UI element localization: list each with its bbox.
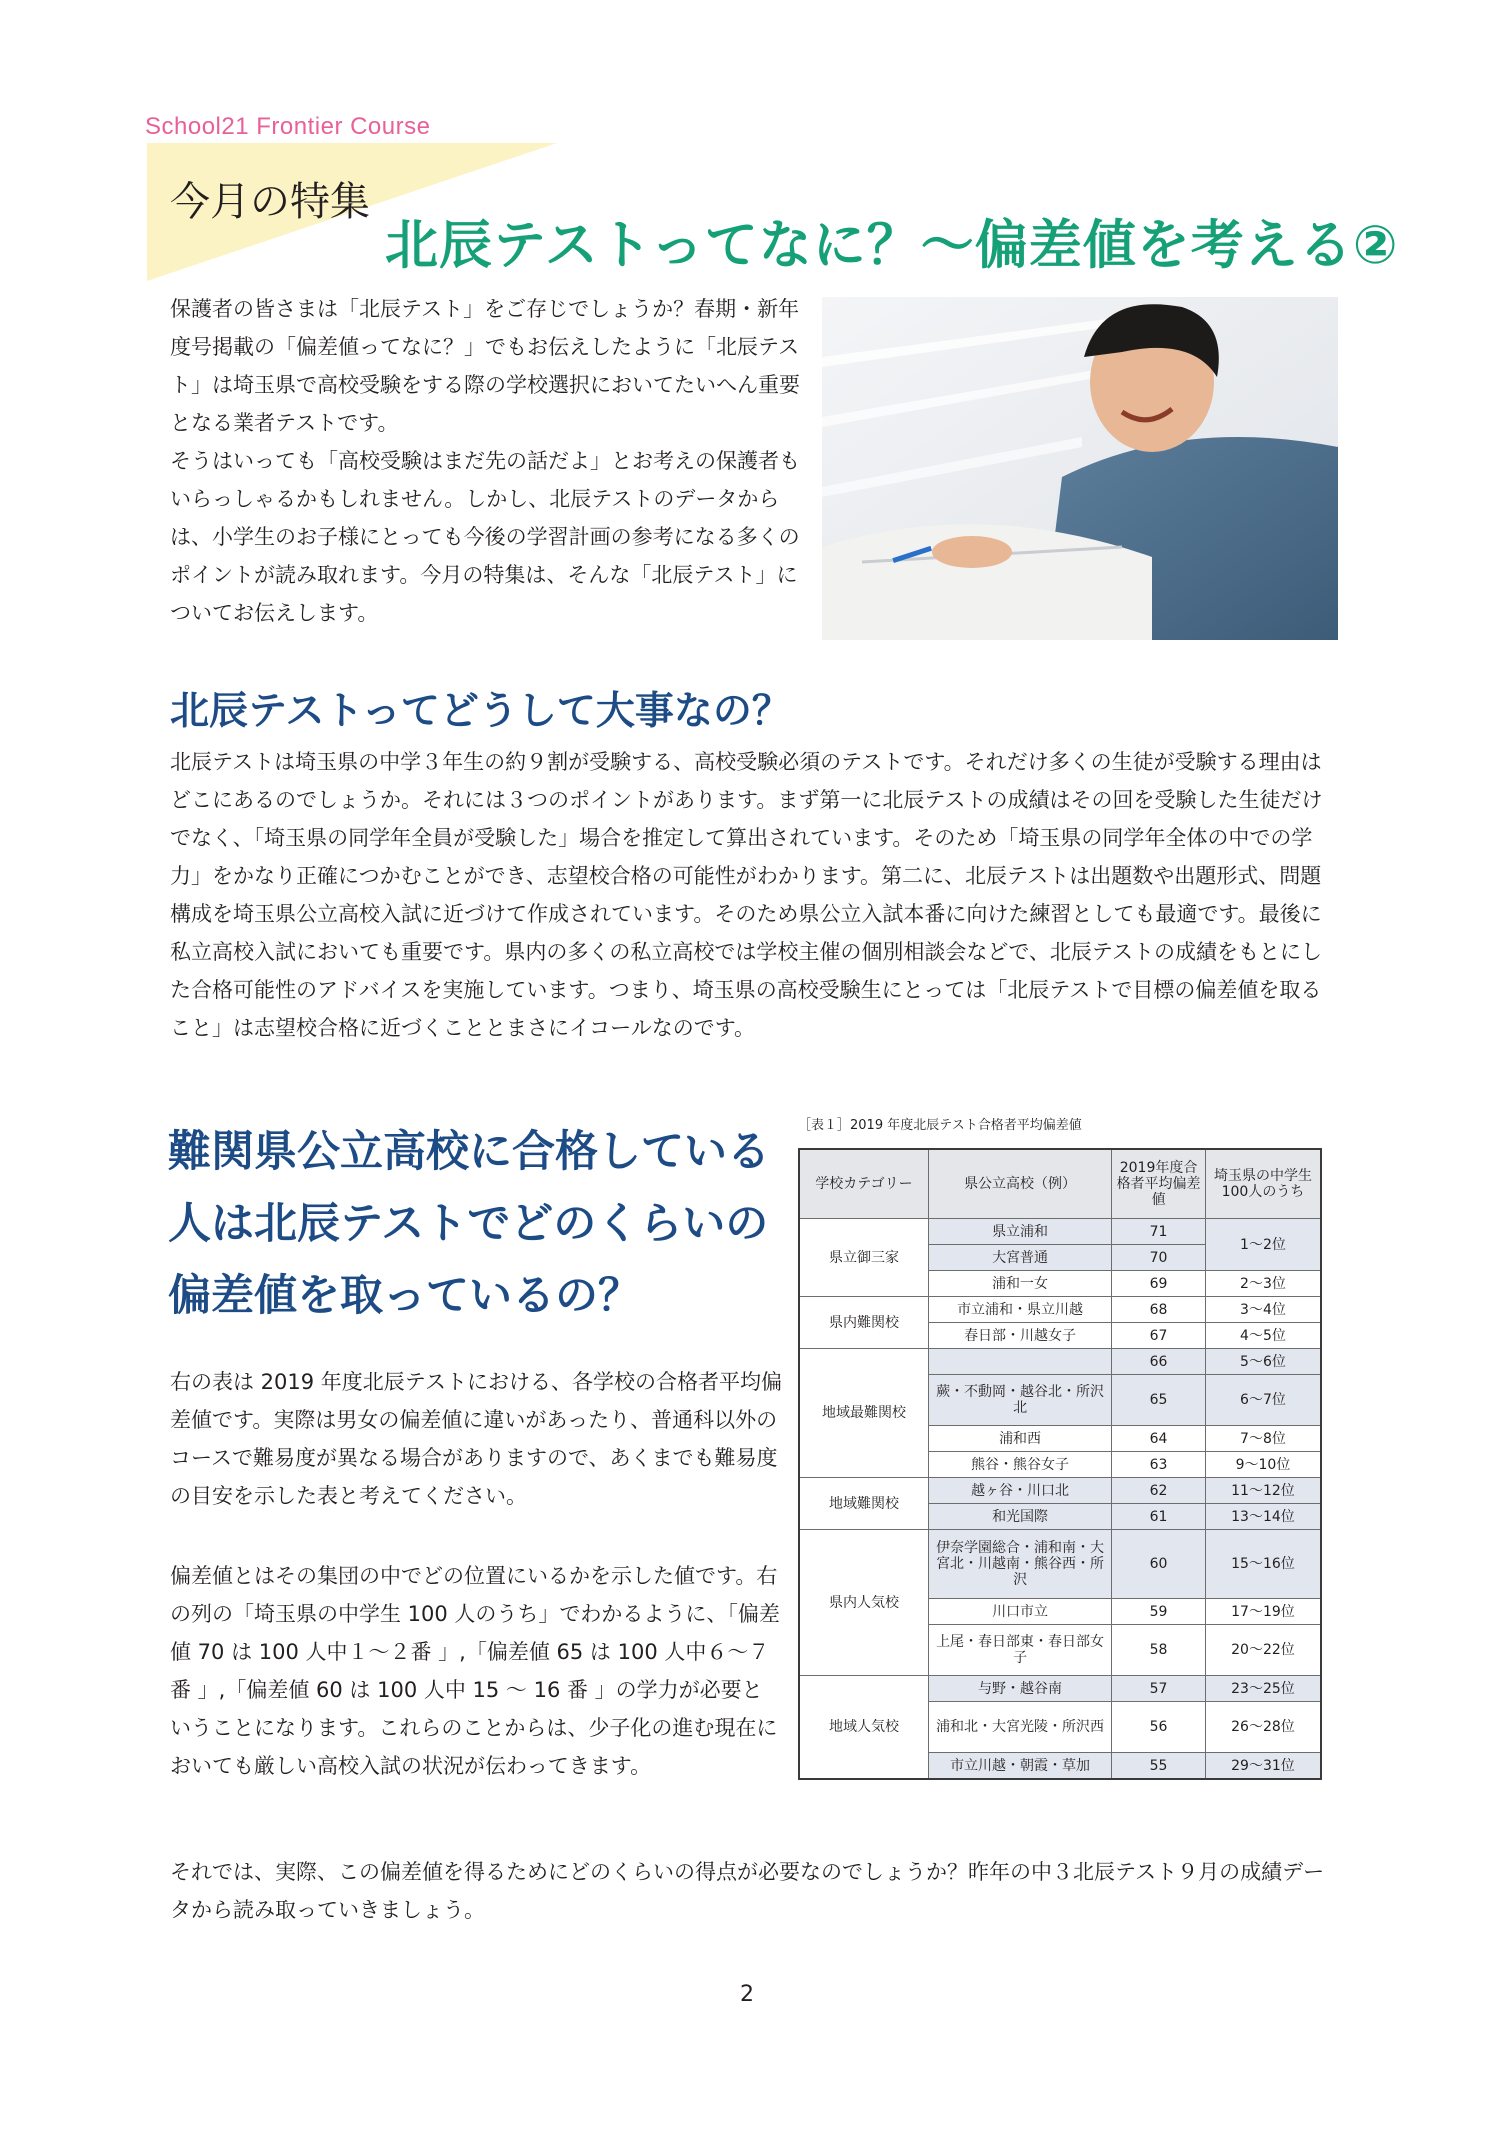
table-header-cell: 学校カテゴリー [799, 1149, 928, 1219]
section2-paragraph-2 [170, 1557, 782, 1785]
score-cell: 69 [1112, 1271, 1206, 1297]
rank-cell: 7～8位 [1205, 1426, 1321, 1452]
table-row [799, 1478, 1321, 1504]
rank-cell: 1～2位 [1205, 1219, 1321, 1271]
school-cell: 浦和一女 [928, 1271, 1111, 1297]
score-cell: 64 [1112, 1426, 1206, 1452]
school-cell: 大宮普通 [928, 1245, 1111, 1271]
school-cell: 上尾・春日部東・春日部女子 [928, 1625, 1111, 1676]
school-cell: 春日部・川越女子 [928, 1323, 1111, 1349]
school-cell: 川口市立 [928, 1599, 1111, 1625]
score-cell: 66 [1112, 1349, 1206, 1375]
page-title: 北辰テストってなに？～偏差値を考える② [385, 215, 1399, 276]
school-cell: 与野・越谷南 [928, 1676, 1111, 1702]
rank-cell: 5～6位 [1205, 1349, 1321, 1375]
table-header-cell: 県公立高校（例） [928, 1149, 1111, 1219]
table-header-cell: 埼玉県の中学生100人のうち [1205, 1149, 1321, 1219]
category-cell: 県立御三家 [799, 1219, 928, 1297]
intro-text [170, 290, 810, 632]
rank-cell: 29～31位 [1205, 1753, 1321, 1780]
deviation-table [798, 1148, 1322, 1780]
page-number: 2 [740, 1982, 754, 2007]
school-cell: 蕨・不動岡・越谷北・所沢北 [928, 1375, 1111, 1426]
score-cell: 70 [1112, 1245, 1206, 1271]
score-cell: 71 [1112, 1219, 1206, 1245]
table-header-cell: 2019年度合格者平均偏差値 [1112, 1149, 1206, 1219]
school-cell: 和光国際 [928, 1504, 1111, 1530]
intro-paragraph: そうはいっても「高校受験はまだ先の話だよ」とお考えの保護者もいらっしゃるかもしれません。しかし、北辰テストのデータからは、小学生のお子様にとっても今後の学習計画の参考になる多くのポイントが読み取れます。今月の特集は、そんな「北辰テスト」についてお伝えします。 [170, 449, 800, 625]
score-cell: 57 [1112, 1676, 1206, 1702]
score-cell: 68 [1112, 1297, 1206, 1323]
rank-cell: 23～25位 [1205, 1676, 1321, 1702]
rank-cell: 13～14位 [1205, 1504, 1321, 1530]
school-cell: 浦和北・大宮光陵・所沢西 [928, 1702, 1111, 1753]
category-cell: 県内難関校 [799, 1297, 928, 1349]
school-cell: 県立浦和 [928, 1219, 1111, 1245]
table-row [799, 1219, 1321, 1245]
school-cell: 熊谷・熊谷女子 [928, 1452, 1111, 1478]
student-illustration [822, 297, 1338, 640]
rank-cell: 26～28位 [1205, 1702, 1321, 1753]
rank-cell: 15～16位 [1205, 1530, 1321, 1599]
rank-cell: 20～22位 [1205, 1625, 1321, 1676]
section1-body [170, 743, 1342, 1047]
category-cell: 地域人気校 [799, 1676, 928, 1780]
rank-cell: 9～10位 [1205, 1452, 1321, 1478]
school-cell [928, 1349, 1111, 1375]
score-cell: 61 [1112, 1504, 1206, 1530]
score-cell: 65 [1112, 1375, 1206, 1426]
score-cell: 67 [1112, 1323, 1206, 1349]
rank-cell: 11～12位 [1205, 1478, 1321, 1504]
table-header-row [799, 1149, 1321, 1219]
table-row [799, 1530, 1321, 1599]
school-cell: 伊奈学園総合・浦和南・大宮北・川越南・熊谷西・所沢 [928, 1530, 1111, 1599]
score-cell: 60 [1112, 1530, 1206, 1599]
rank-cell: 3～4位 [1205, 1297, 1321, 1323]
school-cell: 市立浦和・県立川越 [928, 1297, 1111, 1323]
brand-label: School21 Frontier Course [145, 113, 431, 140]
rank-cell: 17～19位 [1205, 1599, 1321, 1625]
section1-heading: 北辰テストってどうして大事なの？ [170, 689, 791, 734]
intro-paragraph: 保護者の皆さまは「北辰テスト」をご存じでしょうか？春期・新年度号掲載の「偏差値ってなに？」でもお伝えしたように「北辰テスト」は埼玉県で高校受験をする際の学校選択においてたいへん重要となる業者テストです。 [170, 297, 800, 435]
category-cell: 地域最難関校 [799, 1349, 928, 1478]
score-cell: 55 [1112, 1753, 1206, 1780]
section2-paragraph-1 [170, 1363, 782, 1515]
section2-paragraph: 偏差値とはその集団の中でどの位置にいるかを示した値です。右の列の「埼玉県の中学生 100 人のうち」でわかるように、「偏差値 70 は 100 人中１～２番 」,「偏差値 65 は 100 人中６～７番 」,「偏差値 60 は 100 人中 15 ～ 16 番 」の学力が必要ということになります。これらのことからは、少子化の進む現在においても厳しい高校入試の状況が伝わってきます。 [170, 1564, 780, 1778]
rank-cell: 2～3位 [1205, 1271, 1321, 1297]
section2-heading: 難関県公立高校に合格している人は北辰テストでどのくらいの偏差値を取っているの？ [168, 1127, 770, 1321]
school-cell: 越ヶ谷・川口北 [928, 1478, 1111, 1504]
feature-kicker: 今月の特集 [170, 179, 370, 225]
student-photo [822, 297, 1338, 640]
table-caption: ［表１］2019 年度北辰テスト合格者平均偏差値 [798, 1118, 1082, 1133]
category-cell: 県内人気校 [799, 1530, 928, 1676]
table-row [799, 1349, 1321, 1375]
score-cell: 56 [1112, 1702, 1206, 1753]
school-cell: 浦和西 [928, 1426, 1111, 1452]
score-cell: 59 [1112, 1599, 1206, 1625]
school-cell: 市立川越・朝霞・草加 [928, 1753, 1111, 1780]
table-row [799, 1297, 1321, 1323]
section1-paragraph: 北辰テストは埼玉県の中学３年生の約９割が受験する、高校受験必須のテストです。それだけ多くの生徒が受験する理由はどこにあるのでしょうか。それには３つのポイントがあります。まず第一に北辰テストの成績はその回を受験した生徒だけでなく、「埼玉県の同学年全員が受験した」場合を推定して算出されています。そのため「埼玉県の同学年全体の中での学力」をかなり正確につかむことができ、志望校合格の可能性がわかります。第二に、北辰テストは出題数や出題形式、問題構成を埼玉県公立高校入試に近づけて作成されています。そのため県公立入試本番に向けた練習としても最適です。最後に私立高校入試においても重要です。県内の多くの私立高校では学校主催の個別相談会などで、北辰テストの成績をもとにした合格可能性のアドバイスを実施しています。つまり、埼玉県の高校受験生にとっては「北辰テストで目標の偏差値を取ること」は志望校合格に近づくこととまさにイコールなのです。 [170, 750, 1323, 1040]
category-cell: 地域難関校 [799, 1478, 928, 1530]
rank-cell: 4～5位 [1205, 1323, 1321, 1349]
closing-paragraph: それでは、実際、この偏差値を得るためにどのくらいの得点が必要なのでしょうか？昨年の中３北辰テスト９月の成績データから読み取っていきましょう。 [170, 1860, 1325, 1922]
score-cell: 58 [1112, 1625, 1206, 1676]
section2-paragraph: 右の表は 2019 年度北辰テストにおける、各学校の合格者平均偏差値です。実際は男女の偏差値に違いがあったり、普通科以外のコースで難易度が異なる場合がありますので、あくまでも難易度の目安を示した表と考えてください。 [170, 1370, 782, 1508]
score-cell: 63 [1112, 1452, 1206, 1478]
closing-text [170, 1853, 1342, 1929]
rank-cell: 6～7位 [1205, 1375, 1321, 1426]
table-row [799, 1676, 1321, 1702]
score-cell: 62 [1112, 1478, 1206, 1504]
